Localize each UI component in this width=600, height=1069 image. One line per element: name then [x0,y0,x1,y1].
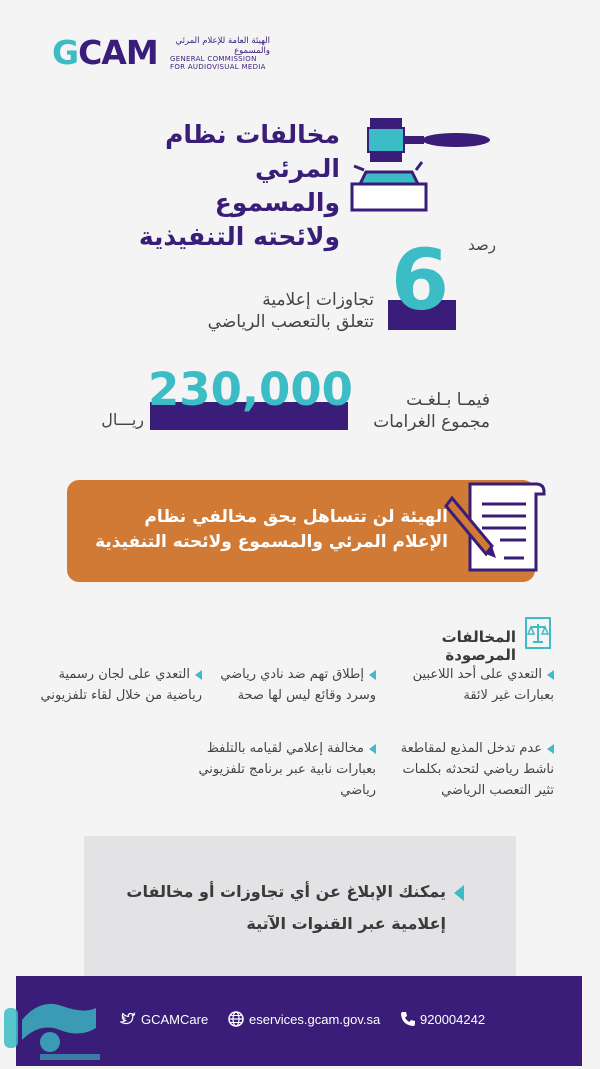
notice-line1: الهيئة لن تتساهل بحق مخالفي نظام [144,507,448,527]
item-line2: بعبارات غير لائقة [463,688,554,703]
stat-prefix: رصد [468,236,496,254]
item-line2: ناشط رياضي لتحدثه بكلمات [402,762,554,777]
bullet-icon [369,670,376,680]
fine-amount: 230,000 [148,363,353,416]
bullet-icon [369,744,376,754]
phone-number[interactable]: 920004242 [420,1012,486,1027]
title-line1: مخالفات نظام [165,120,340,149]
gcam-logo: GCAM [52,33,158,72]
list-item [212,664,376,706]
item-line3: تثير التعصب الرياضي [441,783,554,798]
logo-arabic-name: الهيئة العامة للإعلام المرئي والمسموع [175,36,270,56]
logo-english-name [170,55,280,71]
notice-text [78,505,448,555]
phone-icon [400,1011,416,1027]
report-line2: إعلامية عبر القنوات الآتية [246,914,446,933]
item-line2: رياضية من خلال لقاء تلفزيوني [40,688,202,703]
report-line1: يمكنك الإبلاغ عن أي تجاوزات أو مخالفات [126,882,446,901]
item-line1: إطلاق تهم ضد نادي رياضي [220,667,364,682]
item-line3: رياضي [340,783,376,798]
item-line2: بعبارات نابية عبر برنامج تلفزيوني [198,762,376,777]
scales-icon [522,616,556,650]
report-text [110,876,446,940]
logo-mark-text: CAM [78,33,158,72]
page-title [128,118,340,254]
title-line2: المرئي والمسموع [214,154,340,217]
watermark-logo [0,980,110,1069]
fine-currency: ريـــال [101,410,144,429]
item-line1: التعدي على أحد اللاعبين [412,667,542,682]
gavel-icon [346,110,492,218]
twitter-icon [120,1011,136,1027]
website-link[interactable]: eservices.gcam.gov.sa [249,1012,381,1027]
fine-line1: فيمـا بـلغـت [406,390,490,410]
title-line3: ولائحته التنفيذية [138,222,340,251]
stat-line2: تتعلق بالتعصب الرياضي [207,312,374,332]
item-line1: عدم تدخل المذيع لمقاطعة [400,741,542,756]
globe-icon [228,1011,244,1027]
bullet-icon [195,670,202,680]
violations-title: المخالفات المرصودة [441,628,516,664]
logo-english-line1: GENERAL COMMISSION [170,55,257,63]
notice-line2: الإعلام المرئي والمسموع ولائحته التنفيذية [95,532,448,552]
list-item [20,664,202,706]
item-line2: وسرد وقائع ليس لها صحة [237,688,376,703]
list-item [180,738,376,801]
bullet-icon [547,744,554,754]
document-pen-icon [444,474,552,578]
bullet-icon [454,885,464,901]
bullet-icon [547,670,554,680]
twitter-handle[interactable]: GCAMCare [141,1012,209,1027]
item-line1: التعدي على لجان رسمية [58,667,190,682]
logo-english-line2: FOR AUDIOVISUAL MEDIA [170,63,266,71]
item-line1: مخالفة إعلامي لقيامه بالتلفظ [206,741,364,756]
fine-line2: مجموع الغرامات [373,412,490,432]
stat-number: 6 [390,231,450,329]
list-item [380,738,554,801]
stat-line1: تجاوزات إعلامية [262,290,374,310]
list-item [404,664,554,706]
